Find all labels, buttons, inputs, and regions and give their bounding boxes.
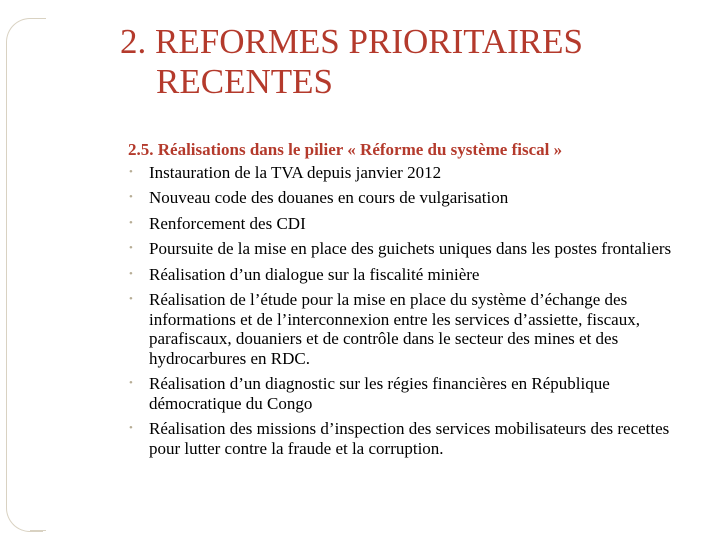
list-item [128, 374, 700, 413]
list-item-text: Poursuite de la mise en place des guichets uniques dans les postes frontaliers [149, 239, 672, 258]
bullet-dot-icon: • [129, 422, 133, 434]
list-item-text: Réalisation d’un diagnostic sur les régies financières en République démocratique du Congo [149, 374, 610, 413]
slide-title-line-1: 2. REFORMES PRIORITAIRES [120, 22, 583, 61]
slide-content [128, 140, 700, 464]
list-item [128, 163, 700, 183]
list-item [128, 188, 700, 208]
list-item-text: Nouveau code des douanes en cours de vulgarisation [149, 188, 509, 207]
slide-title [120, 22, 700, 102]
slide-title-line-2: RECENTES [156, 62, 333, 101]
decorative-frame-bottom-line [30, 530, 46, 531]
bullet-dot-icon: • [129, 267, 133, 280]
list-item [128, 214, 700, 234]
bullet-dot-icon: • [129, 216, 133, 229]
decorative-frame-top-line [30, 18, 46, 19]
section-subheading: 2.5. Réalisations dans le pilier « Réforme du système fiscal » [128, 140, 563, 159]
list-item [128, 239, 700, 259]
list-item-text: Réalisation d’un dialogue sur la fiscalité minière [149, 264, 480, 284]
list-item [128, 290, 700, 368]
bullet-dot-icon: • [129, 191, 133, 203]
bullet-list [128, 163, 700, 459]
list-item [128, 265, 700, 285]
list-item-text: Réalisation des missions d’inspection des services mobilisateurs des recettes pour lutter contre la fraude et la corruption. [149, 419, 670, 458]
bullet-dot-icon: • [129, 293, 133, 305]
list-item-text: Instauration de la TVA depuis janvier 2012 [149, 162, 442, 182]
list-item-text: Réalisation de l’étude pour la mise en place du système d’échange des informations et de l’interconnexion entre les services d’assiette, fiscaux, parafiscaux, douaniers et de contrôle dans le secteur des mines et des hydrocarbures en RDC. [149, 290, 640, 368]
bullet-dot-icon: • [129, 242, 133, 254]
bullet-dot-icon: • [129, 165, 133, 178]
decorative-frame-bracket [6, 18, 43, 532]
list-item-text: Renforcement des CDI [149, 213, 306, 233]
list-item [128, 419, 700, 458]
bullet-dot-icon: • [129, 377, 133, 389]
